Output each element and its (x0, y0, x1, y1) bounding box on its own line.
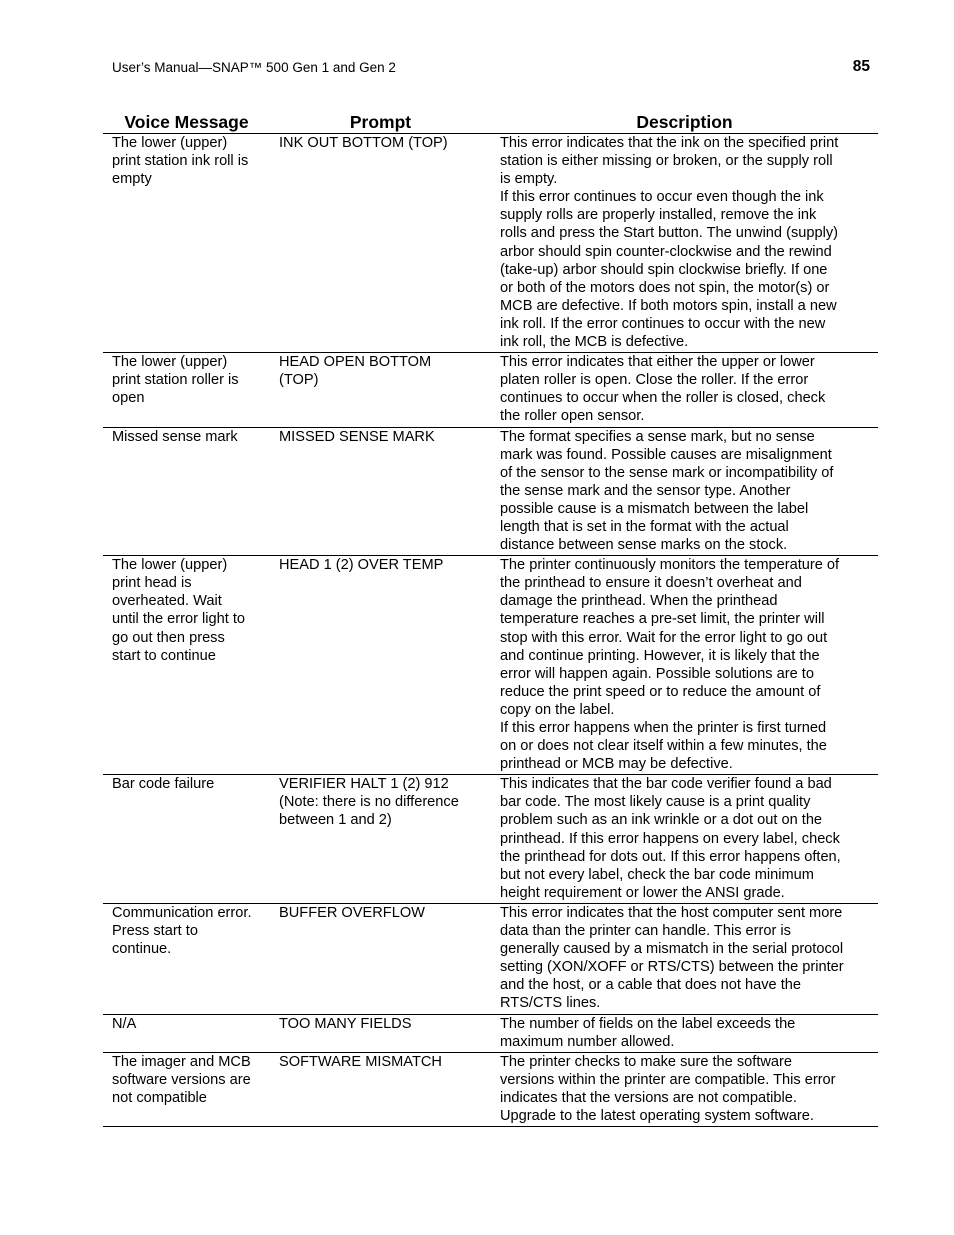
table-row (103, 1052, 878, 1126)
prompt-cell: MISSED SENSE MARK (270, 427, 491, 556)
table-row (103, 1014, 878, 1052)
error-message-table (103, 111, 878, 1127)
voice-message-cell: The lower (upper) print station roller is open (103, 353, 270, 427)
table-row (103, 427, 878, 556)
description-cell: The printer checks to make sure the software versions within the printer are compatible. This error indicates that the versions are not compatible. Upgrade to the latest operating system software. (491, 1052, 878, 1126)
description-cell: The number of fields on the label exceeds the maximum number allowed. (491, 1014, 878, 1052)
description-cell: The format specifies a sense mark, but no sense mark was found. Possible causes are misalignment of the sensor to the sense mark or incompatibility of the sense mark and the sensor type. Another possible cause is a mismatch between the label length that is set in the format with the actual distance between sense marks on the stock. (491, 427, 878, 556)
voice-message-cell: Missed sense mark (103, 427, 270, 556)
prompt-cell: HEAD 1 (2) OVER TEMP (270, 556, 491, 775)
voice-message-cell: The lower (upper) print head is overheated. Wait until the error light to go out then press start to continue (103, 556, 270, 775)
voice-message-cell: N/A (103, 1014, 270, 1052)
voice-message-cell: The lower (upper) print station ink roll is empty (103, 134, 270, 353)
table-row (103, 775, 878, 904)
description-cell: This error indicates that the host computer sent more data than the printer can handle. This error is generally caused by a mismatch in the serial protocol setting (XON/XOFF or RTS/CTS) between the printer and the host, or a cable that does not have the RTS/CTS lines. (491, 903, 878, 1014)
table-row (103, 556, 878, 775)
table-row (103, 353, 878, 427)
voice-message-cell: Bar code failure (103, 775, 270, 904)
prompt-cell: HEAD OPEN BOTTOM (TOP) (270, 353, 491, 427)
running-header-title: User’s Manual—SNAP™ 500 Gen 1 and Gen 2 (112, 60, 396, 75)
description-cell: This error indicates that the ink on the specified print station is either missing or broken, or the supply roll is empty. If this error continues to occur even though the ink supply rolls are properly installed, remove the ink rolls and press the Start button. The unwind (supply) arbor should spin counter-clockwise and the rewind (take-up) arbor should spin clockwise briefly. If one or both of the motors does not spin, the motor(s) or MCB are defective. If both motors spin, install a new ink roll. If the error continues to occur with the new ink roll, the MCB is defective. (491, 134, 878, 353)
prompt-cell: SOFTWARE MISMATCH (270, 1052, 491, 1126)
prompt-cell: TOO MANY FIELDS (270, 1014, 491, 1052)
page-number: 85 (852, 58, 870, 75)
table-row (103, 134, 878, 353)
voice-message-cell: Communication error. Press start to continue. (103, 903, 270, 1014)
column-header-voice-message: Voice Message (103, 111, 270, 134)
description-cell: This indicates that the bar code verifier found a bad bar code. The most likely cause is a print quality problem such as an ink wrinkle or a dot out on the printhead. If this error happens on every label, check the printhead for dots out. If this error happens often, but not every label, check the bar code minimum height requirement or lower the ANSI grade. (491, 775, 878, 904)
column-header-prompt: Prompt (270, 111, 491, 134)
prompt-cell: INK OUT BOTTOM (TOP) (270, 134, 491, 353)
description-cell: The printer continuously monitors the temperature of the printhead to ensure it doesn’t overheat and damage the printhead. When the printhead temperature reaches a pre-set limit, the printer will stop with this error. Wait for the error light to go out and continue printing. However, it is likely that the error will happen again. Possible solutions are to reduce the print speed or to reduce the amount of copy on the label. If this error happens when the printer is first turned on or does not clear itself within a few minutes, the printhead or MCB may be defective. (491, 556, 878, 775)
voice-message-cell: The imager and MCB software versions are not compatible (103, 1052, 270, 1126)
table-row (103, 903, 878, 1014)
column-header-description: Description (491, 111, 878, 134)
prompt-cell: BUFFER OVERFLOW (270, 903, 491, 1014)
description-cell: This error indicates that either the upper or lower platen roller is open. Close the roller. If the error continues to occur when the roller is closed, check the roller open sensor. (491, 353, 878, 427)
prompt-cell: VERIFIER HALT 1 (2) 912 (Note: there is no difference between 1 and 2) (270, 775, 491, 904)
table-header-row (103, 111, 878, 134)
